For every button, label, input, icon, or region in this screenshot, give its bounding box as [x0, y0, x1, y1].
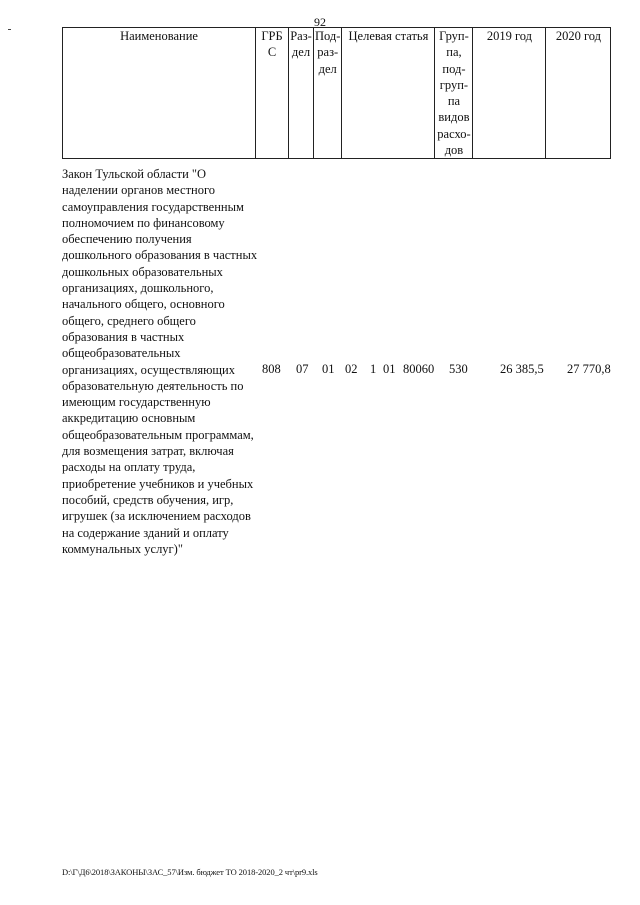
table-header — [62, 27, 611, 159]
cell-target-2: 1 — [370, 362, 377, 376]
cell-target-3: 01 — [383, 362, 396, 376]
cell-2019: 26 385,5 — [500, 362, 544, 376]
header-razdel: Раз- дел — [289, 28, 314, 159]
header-2020: 2020 год — [546, 28, 611, 159]
cell-group: 530 — [449, 362, 468, 376]
cell-grbs: 808 — [262, 362, 281, 376]
file-path-footer: D:\Г\Д6\2018\ЗАКОНЫ\ЗАС_57\Изм. бюджет ТО 2018-2020_2 чт\pr9.xls — [62, 867, 318, 877]
header-grbs: ГРБ С — [256, 28, 289, 159]
header-group: Груп- па, под- груп- па видов расхо- дов — [435, 28, 473, 159]
row-name: Закон Тульской области "О наделении органов местного самоуправления государственным полномочием по финансовому обеспечению получения дошкольного образования в частных дошкольных образовательных организациях, дошкольного, начального общего, основного общего, среднего общего образования в частных общеобразовательных организациях, осуществляющих образовательную деятельность по имеющим государственную аккредитацию основным общеобразовательным программам, для возмещения затрат, включая расходы на оплату труда, приобретение учебников и учебных пособий, средств обучения, игр, игрушек (за исключением расходов на содержание зданий и оплату коммунальных услуг)" — [62, 167, 258, 556]
cell-razdel: 07 — [296, 362, 309, 376]
table-row — [62, 166, 630, 576]
header-podrazdel: Под- раз- дел — [314, 28, 342, 159]
header-2019: 2019 год — [473, 28, 546, 159]
header-name: Наименование — [63, 28, 256, 159]
cell-2020: 27 770,8 — [567, 362, 611, 376]
cell-target-1: 02 — [345, 362, 358, 376]
page-number: 92 — [314, 15, 326, 29]
header-target: Целевая статья — [342, 28, 435, 159]
cell-target-4: 80060 — [403, 362, 435, 376]
cell-podrazdel: 01 — [322, 362, 335, 376]
